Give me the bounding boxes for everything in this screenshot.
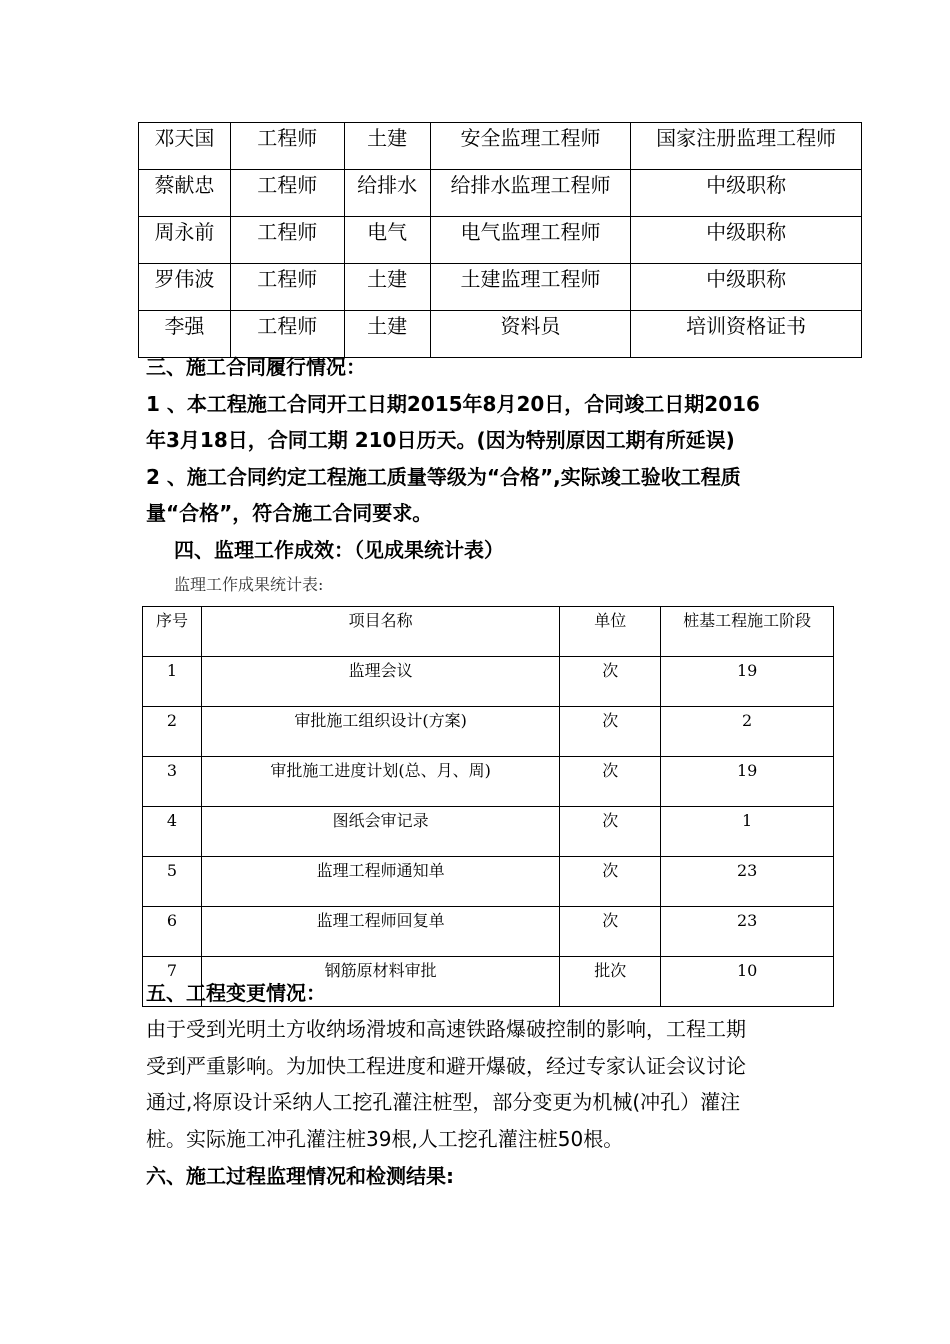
- staff-name: 罗伟波: [139, 264, 231, 311]
- staff-qualification: 培训资格证书: [631, 311, 862, 358]
- table-header-row: [143, 607, 834, 657]
- header-unit: 单位: [560, 607, 661, 657]
- table-row: [143, 907, 834, 957]
- staff-name: 蔡献忠: [139, 170, 231, 217]
- staff-discipline: 土建: [344, 311, 430, 358]
- staff-title: 工程师: [230, 217, 344, 264]
- section3-paragraph2-line1: 2 、施工合同约定工程施工质量等级为“合格”,实际竣工验收工程质: [146, 465, 741, 489]
- staff-title: 工程师: [230, 311, 344, 358]
- table-row: [143, 857, 834, 907]
- row-count: 2: [661, 707, 834, 757]
- staff-discipline: 土建: [344, 123, 430, 170]
- staff-discipline: 土建: [344, 264, 430, 311]
- section5-line3: 通过,将原设计采纳人工挖孔灌注桩型，部分变更为机械(冲孔）灌注: [146, 1090, 741, 1114]
- table-row: [139, 217, 862, 264]
- staff-qualification: 中级职称: [631, 217, 862, 264]
- row-index: 6: [143, 907, 202, 957]
- row-index: 1: [143, 657, 202, 707]
- staff-role: 土建监理工程师: [430, 264, 631, 311]
- row-index: 2: [143, 707, 202, 757]
- stats-table: [142, 606, 834, 1007]
- row-index: 7: [143, 957, 202, 1007]
- section3-heading: 三、施工合同履行情况：: [146, 355, 366, 379]
- row-count: 10: [661, 957, 834, 1007]
- staff-role: 安全监理工程师: [430, 123, 631, 170]
- row-count: 23: [661, 907, 834, 957]
- staff-title: 工程师: [230, 170, 344, 217]
- table-row: [139, 264, 862, 311]
- header-stage: 桩基工程施工阶段: [661, 607, 834, 657]
- row-unit: 次: [560, 757, 661, 807]
- section5-line1: 由于受到光明土方收纳场滑坡和高速铁路爆破控制的影响，工程工期: [146, 1017, 746, 1041]
- row-count: 23: [661, 857, 834, 907]
- row-unit: 次: [560, 857, 661, 907]
- staff-qualification: 国家注册监理工程师: [631, 123, 862, 170]
- staff-qualification: 中级职称: [631, 170, 862, 217]
- section6-heading: 六、施工过程监理情况和检测结果:: [146, 1164, 454, 1188]
- staff-name: 周永前: [139, 217, 231, 264]
- table-row: [143, 757, 834, 807]
- table-row: [143, 657, 834, 707]
- staff-title: 工程师: [230, 264, 344, 311]
- section3-paragraph1-line2: 年3月18日，合同工期 210日历天。(因为特别原因工期有所延误): [146, 428, 735, 452]
- section3-paragraph1-line1: 1 、本工程施工合同开工日期2015年8月20日，合同竣工日期2016: [146, 392, 760, 416]
- header-index: 序号: [143, 607, 202, 657]
- row-item-name: 监理工程师回复单: [201, 907, 559, 957]
- table-row: [143, 707, 834, 757]
- section5-heading: 五、工程变更情况：: [146, 981, 326, 1005]
- row-item-name: 钢筋原材料审批: [201, 957, 559, 1007]
- row-unit: 批次: [560, 957, 661, 1007]
- table-row: [139, 170, 862, 217]
- staff-role: 资料员: [430, 311, 631, 358]
- staff-qualification: 中级职称: [631, 264, 862, 311]
- staff-name: 邓天国: [139, 123, 231, 170]
- row-unit: 次: [560, 907, 661, 957]
- row-item-name: 审批施工组织设计(方案): [201, 707, 559, 757]
- row-unit: 次: [560, 707, 661, 757]
- stats-table-caption: 监理工作成果统计表:: [174, 575, 324, 594]
- row-count: 19: [661, 657, 834, 707]
- table-row: [143, 807, 834, 857]
- row-item-name: 监理工程师通知单: [201, 857, 559, 907]
- row-count: 1: [661, 807, 834, 857]
- row-unit: 次: [560, 807, 661, 857]
- row-index: 3: [143, 757, 202, 807]
- row-item-name: 审批施工进度计划(总、月、周): [201, 757, 559, 807]
- table-row: [139, 123, 862, 170]
- row-item-name: 图纸会审记录: [201, 807, 559, 857]
- row-unit: 次: [560, 657, 661, 707]
- row-count: 19: [661, 757, 834, 807]
- section4-heading: 四、监理工作成效：（见成果统计表）: [174, 538, 504, 562]
- staff-role: 电气监理工程师: [430, 217, 631, 264]
- row-index: 4: [143, 807, 202, 857]
- staff-table: [138, 122, 862, 358]
- staff-discipline: 电气: [344, 217, 430, 264]
- row-index: 5: [143, 857, 202, 907]
- table-row: [139, 311, 862, 358]
- section5-line4: 桩。实际施工冲孔灌注桩39根,人工挖孔灌注桩50根。: [146, 1127, 624, 1151]
- staff-name: 李强: [139, 311, 231, 358]
- staff-title: 工程师: [230, 123, 344, 170]
- staff-role: 给排水监理工程师: [430, 170, 631, 217]
- section5-line2: 受到严重影响。为加快工程进度和避开爆破，经过专家认证会议讨论: [146, 1054, 746, 1078]
- row-item-name: 监理会议: [201, 657, 559, 707]
- header-item-name: 项目名称: [201, 607, 559, 657]
- staff-discipline: 给排水: [344, 170, 430, 217]
- section3-paragraph2-line2: 量“合格”，符合施工合同要求。: [146, 501, 433, 525]
